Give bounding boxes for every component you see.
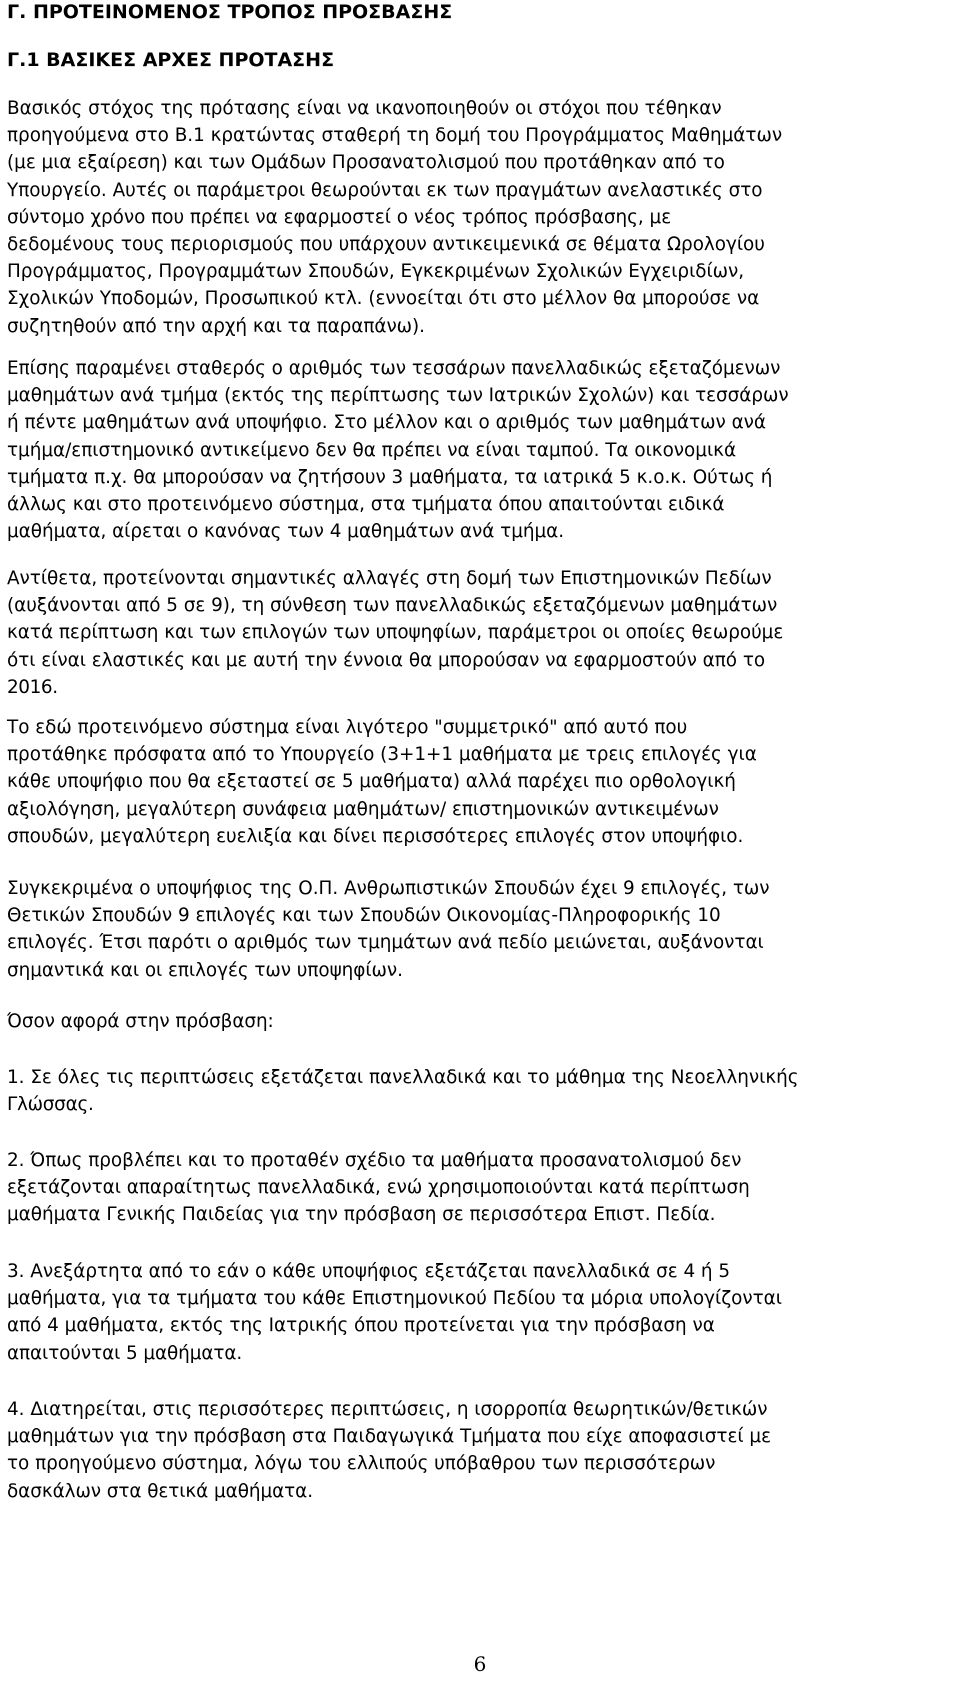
text-line: 1. Σε όλες τις περιπτώσεις εξετάζεται πανελλαδικά και το μάθημα της Νεοελληνικής: [7, 1067, 799, 1088]
access-item-2: [7, 1147, 957, 1229]
text-line: από 4 μαθήματα, εκτός της Ιατρικής όπου προτείνεται για την πρόσβαση να: [7, 1315, 715, 1337]
access-item-4: [7, 1396, 957, 1505]
text-line: 2016.: [7, 676, 58, 698]
access-item-1: [7, 1064, 957, 1118]
text-line: (με μια εξαίρεση) και των Ομάδων Προσανατολισμού που προτάθηκαν από το: [7, 152, 725, 174]
text-line: επιλογές. Έτσι παρότι ο αριθμός των τμημάτων ανά πεδίο μειώνεται, αυξάνονται: [7, 932, 764, 954]
text-line: μαθημάτων ανά τμήμα (εκτός της περίπτωσης των Ιατρικών Σχολών) και τεσσάρων: [7, 385, 789, 407]
fixed-parameters-paragraph: [7, 355, 957, 545]
text-line: τμήματα π.χ. θα μπορούσαν να ζητήσουν 3 μαθήματα, τα ιατρικά 5 κ.ο.κ. Ούτως ή: [7, 466, 773, 488]
page-number: 6: [473, 1652, 487, 1676]
text-line: δασκάλων στα θετικά μαθήματα.: [7, 1480, 313, 1502]
text-line: κάθε υποψήφιο που θα εξεταστεί σε 5 μαθήματα) αλλά παρέχει πιο ορθολογική: [7, 771, 736, 793]
text-line: μαθήματα Γενικής Παιδείας για την πρόσβαση σε περισσότερα Επιστ. Πεδία.: [7, 1204, 716, 1226]
text-line: Επίσης παραμένει σταθερός ο αριθμός των τεσσάρων πανελλαδικώς εξεταζόμενων: [7, 358, 781, 379]
intro-paragraph: [7, 95, 957, 340]
text-line: συζητηθούν από την αρχή και τα παραπάνω).: [7, 315, 425, 337]
text-line: Προγράμματος, Προγραμμάτων Σπουδών, Εγκεκριμένων Σχολικών Εγχειριδίων,: [7, 261, 745, 283]
access-intro-paragraph: [7, 1008, 957, 1035]
text-line: (αυξάνονται από 5 σε 9), τη σύνθεση των πανελλαδικώς εξεταζόμενων μαθημάτων: [7, 595, 778, 617]
options-paragraph: [7, 875, 957, 984]
text-line: προηγούμενα στο Β.1 κρατώντας σταθερή τη δομή του Προγράμματος Μαθημάτων: [7, 125, 783, 147]
text-line: 2. Όπως προβλέπει και το προταθέν σχέδιο τα μαθήματα προσανατολισμού δεν: [7, 1150, 742, 1171]
access-item-3: [7, 1258, 957, 1367]
text-line: απαιτούνται 5 μαθήματα.: [7, 1342, 243, 1364]
text-line: εξετάζονται απαραίτητως πανελλαδικά, ενώ χρησιμοποιούνται κατά περίπτωση: [7, 1177, 750, 1199]
text-line: άλλως και στο προτεινόμενο σύστημα, στα τμήματα όπου απαιτούνται ειδικά: [7, 494, 725, 516]
text-line: προτάθηκε πρόσφατα από το Υπουργείο (3+1+1 μαθήματα με τρεις επιλογές για: [7, 744, 757, 766]
text-line: Σχολικών Υποδομών, Προσωπικού κτλ. (εννοείται ότι στο μέλλον θα μπορούσε να: [7, 288, 760, 310]
text-line: σημαντικά και οι επιλογές των υποψηφίων.: [7, 959, 403, 981]
subsection-heading: Γ.1 ΒΑΣΙΚΕΣ ΑΡΧΕΣ ΠΡΟΤΑΣΗΣ: [7, 49, 335, 71]
text-line: δεδομένους τους περιορισμούς που υπάρχουν αντικειμενικά σε θέματα Ωρολογίου: [7, 234, 765, 256]
text-line: ή πέντε μαθημάτων ανά υποψήφιο. Στο μέλλον και ο αριθμός των μαθημάτων ανά: [7, 412, 767, 434]
text-line: Όσον αφορά στην πρόσβαση:: [7, 1011, 274, 1032]
text-line: Θετικών Σπουδών 9 επιλογές και των Σπουδών Οικονομίας-Πληροφορικής 10: [7, 905, 721, 927]
section-heading: Γ. ΠΡΟΤΕΙΝΟΜΕΝΟΣ ΤΡΟΠΟΣ ΠΡΟΣΒΑΣΗΣ: [7, 1, 453, 23]
text-line: μαθημάτων για την πρόσβαση στα Παιδαγωγικά Τμήματα που είχε αποφασιστεί με: [7, 1426, 771, 1448]
text-line: σπουδών, μεγαλύτερη ευελιξία και δίνει περισσότερες επιλογές στον υποψήφιο.: [7, 825, 744, 847]
text-line: ότι είναι ελαστικές και με αυτή την έννοια θα μπορούσαν να εφαρμοστούν από το: [7, 649, 766, 671]
text-line: το προηγούμενο σύστημα, λόγω του ελλιπούς υπόβαθρου των περισσότερων: [7, 1453, 716, 1475]
text-line: Γλώσσας.: [7, 1094, 94, 1116]
changes-paragraph: [7, 565, 957, 701]
text-line: Υπουργείο. Αυτές οι παράμετροι θεωρούνται εκ των πραγμάτων ανελαστικές στο: [7, 179, 763, 201]
text-line: 4. Διατηρείται, στις περισσότερες περιπτώσεις, η ισορροπία θεωρητικών/θετικών: [7, 1399, 768, 1420]
text-line: μαθήματα, αίρεται ο κανόνας των 4 μαθημάτων ανά τμήμα.: [7, 521, 565, 543]
text-line: σύντομο χρόνο που πρέπει να εφαρμοστεί ο νέος τρόπος πρόσβασης, με: [7, 206, 672, 228]
text-line: Βασικός στόχος της πρότασης είναι να ικανοποιηθούν οι στόχοι που τέθηκαν: [7, 98, 722, 119]
text-line: 3. Ανεξάρτητα από το εάν ο κάθε υποψήφιος εξετάζεται πανελλαδικά σε 4 ή 5: [7, 1261, 731, 1282]
text-line: τμήμα/επιστημονικό αντικείμενο δεν θα πρέπει να είναι ταμπού. Τα οικονομικά: [7, 439, 737, 461]
text-line: μαθήματα, για τα τμήματα του κάθε Επιστημονικού Πεδίου τα μόρια υπολογίζονται: [7, 1288, 782, 1310]
text-line: Αντίθετα, προτείνονται σημαντικές αλλαγές στη δομή των Επιστημονικών Πεδίων: [7, 568, 772, 589]
text-line: κατά περίπτωση και των επιλογών των υποψηφίων, παράμετροι οι οποίες θεωρούμε: [7, 622, 784, 644]
text-line: Το εδώ προτεινόμενο σύστημα είναι λιγότερο "συμμετρικό" από αυτό που: [7, 717, 688, 738]
text-line: Συγκεκριμένα ο υποψήφιος της Ο.Π. Ανθρωπιστικών Σπουδών έχει 9 επιλογές, των: [7, 878, 770, 899]
comparison-paragraph: [7, 714, 957, 850]
text-line: αξιολόγηση, μεγαλύτερη συνάφεια μαθημάτων/ επιστημονικών αντικειμένων: [7, 798, 719, 820]
